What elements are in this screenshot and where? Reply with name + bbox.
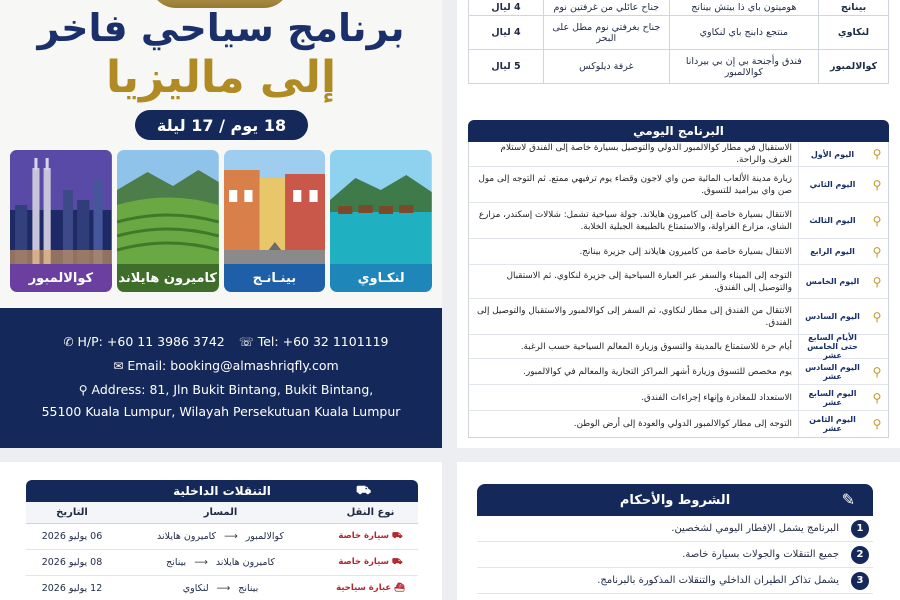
day-label: الأيام السابع حتى الخامس عشر: [798, 335, 866, 358]
list-item: [469, 299, 888, 335]
list-item: [469, 142, 888, 167]
kuala-lumpur-skyline-image: [10, 150, 112, 268]
langkawi-sea-image: [330, 150, 432, 268]
day-label: اليوم الرابع: [798, 239, 866, 264]
tea-plantation-image: [117, 150, 219, 268]
contact-box: [0, 308, 442, 448]
destination-card-kuala-lumpur[interactable]: [10, 150, 112, 292]
list-item: [469, 239, 888, 265]
hotel-room: غرفة ديلوكس: [544, 50, 670, 84]
destination-card-penang[interactable]: [224, 150, 326, 292]
email-value[interactable]: booking@almashriqfly.com: [170, 358, 339, 373]
transfer-route: كوالالمبور⟶كاميرون هايلاند: [118, 523, 323, 549]
transfer-type: ⛴ عبارة سياحية: [323, 575, 418, 600]
destination-cards: [10, 150, 432, 292]
list-item: [477, 568, 873, 594]
transfers-panel: [0, 462, 442, 600]
pin-icon: ⚲: [872, 147, 882, 161]
transfers-heading: [26, 480, 418, 502]
hotels-table: [468, 0, 889, 84]
transfer-route: بينانج⟶لنكاوي: [118, 575, 323, 600]
hotel-city: بينانج: [819, 0, 889, 16]
table-header-row: [26, 502, 418, 523]
address-row-2: [0, 404, 442, 419]
transfers-table: [26, 502, 418, 600]
destination-label: كاميرون هايلاند: [117, 264, 219, 292]
term-text: جميع التنقلات والجولات بسيارة خاصة.: [682, 549, 839, 560]
transfer-date: 12 يوليو 2026: [26, 575, 118, 600]
address-row: [0, 382, 442, 397]
column-header-route: المسار: [118, 502, 323, 523]
telephone-icon: ☏: [238, 335, 254, 349]
arrow-icon: ⟶: [216, 582, 231, 594]
email-label: Email:: [127, 358, 167, 373]
list-item: [469, 359, 888, 385]
list-item: [469, 411, 888, 437]
hp-value[interactable]: +60 11 3986 3742: [106, 334, 225, 349]
address-line2: 55100 Kuala Lumpur, Wilayah Persekutuan Kuala Lumpur: [41, 404, 401, 419]
table-row: [26, 523, 418, 549]
arrow-icon: ⟶: [224, 530, 238, 542]
daily-program-list: [468, 142, 889, 438]
day-text: الانتقال بسيارة خاصة من كاميرون هايلاند إلى جزيرة بينانج.: [579, 246, 792, 257]
envelope-icon: ✉: [113, 359, 124, 373]
list-item: [469, 385, 888, 411]
hotel-name: هوميتون باي ذا بيتش بينانج: [669, 0, 818, 16]
transfers-title: التنقلات الداخلية: [173, 484, 271, 498]
list-item: [469, 265, 888, 299]
term-text: البرنامج يشمل الإفطار اليومي لشخصين.: [671, 523, 839, 534]
terms-panel: [457, 462, 900, 600]
ship-icon: ⛴: [391, 583, 405, 593]
hero-panel: [0, 0, 442, 448]
day-text: الاستقبال في مطار كوالالمبور الدولي والتوصيل بسيارة خاصة إلى الفندق لاستلام الغرف والراحة.: [500, 143, 792, 165]
destination-label: بينـانـج: [224, 264, 326, 292]
hotel-city: لنكاوي: [819, 16, 889, 50]
duration-badge: 18 يوم / 17 ليلة: [135, 110, 308, 140]
arrow-icon: ⟶: [194, 556, 208, 568]
column-header-date: التاريخ: [26, 502, 118, 523]
destination-label: كوالالمبور: [10, 264, 112, 292]
day-label: اليوم السابع عشر: [798, 385, 866, 410]
hp-label: H/P:: [77, 334, 103, 349]
transfer-route: كاميرون هايلاند⟶بينانج: [118, 549, 323, 575]
day-label: اليوم السادس عشر: [798, 359, 866, 384]
daily-program-heading: البرنامج اليومي: [468, 120, 889, 142]
term-text: يشمل تذاكر الطيران الداخلي والتنقلات المذكورة بالبرنامج.: [597, 575, 839, 586]
pin-icon: ⚲: [872, 309, 882, 324]
day-text: الانتقال من الفندق إلى مطار لنكاوي، ثم السفر إلى كوالالمبور والاستقبال والتوصيل إلى الفندق.: [476, 305, 792, 328]
address-line1: Address: 81, Jln Bukit Bintang, Bukit Bintang,: [91, 382, 374, 397]
day-label: اليوم السادس: [798, 299, 866, 334]
hero-title: برنامج سياحي فاخر: [37, 6, 405, 50]
pin-icon: ⚲: [872, 213, 882, 228]
transfer-type: ⛟ سيارة خاصة: [323, 549, 418, 575]
pin-icon: ⚲: [872, 364, 882, 379]
number-badge: 1: [851, 520, 869, 538]
email-row: [0, 358, 442, 373]
hotel-nights: 4 ليال: [469, 16, 544, 50]
table-row: [26, 575, 418, 600]
penang-street-image: [224, 150, 326, 268]
destination-label: لنكـاوي: [330, 264, 432, 292]
phone-icon: ✆: [63, 335, 74, 349]
tel-label: Tel:: [257, 334, 279, 349]
list-item: [477, 516, 873, 542]
hotel-name: فندق وأجنحة بي إن بي بيردانا كوالالمبور: [669, 50, 818, 84]
clipboard-icon: ✎: [841, 490, 855, 509]
itinerary-panel: [457, 0, 900, 448]
hotel-room: جناح بغرفتي نوم مطل على البحر: [544, 16, 670, 50]
number-badge: 3: [851, 572, 869, 590]
car-icon: ⛟: [388, 556, 403, 567]
hero-subtitle: إلى ماليزيا: [105, 52, 337, 103]
car-icon: ⛟: [388, 530, 403, 541]
pin-icon: ⚲: [872, 417, 882, 431]
list-item: [469, 203, 888, 239]
phone-row: [0, 334, 442, 349]
table-row: [26, 549, 418, 575]
hotel-nights: 5 ليال: [469, 50, 544, 84]
pin-icon: ⚲: [872, 390, 882, 405]
terms-heading: [477, 484, 873, 516]
table-row: [469, 0, 889, 16]
location-pin-icon: ⚲: [78, 383, 88, 397]
day-text: التوجه إلى مطار كوالالمبور الدولي والعودة إلى أرض الوطن.: [573, 419, 792, 429]
hotel-room: جناح عائلي من غرفتين نوم: [544, 0, 670, 16]
day-text: يوم مخصص للتسوق وزيارة أشهر المراكز التجارية والمعالم في كوالالمبور.: [523, 366, 792, 377]
day-text: الاستعداد للمغادرة وإنهاء إجراءات الفندق.: [641, 392, 792, 403]
list-item: [469, 335, 888, 359]
destination-card-cameron-highlands[interactable]: [117, 150, 219, 292]
terms-list: [477, 516, 873, 594]
day-label: اليوم الثامن عشر: [798, 411, 866, 437]
day-text: الانتقال بسيارة خاصة إلى كاميرون هايلاند. جولة سياحية تشمل: شلالات إسكندر، مزارع الشاي، مزارع الفراولة، والاستمتاع بالطبيعة الجبلية الخلابة.: [478, 209, 792, 232]
list-item: [469, 167, 888, 203]
pin-icon: ⚲: [872, 177, 882, 192]
terms-title: الشروط والأحكام: [619, 492, 731, 508]
hotel-city: كوالالمبور: [819, 50, 889, 84]
hotel-name: منتجع دابنج باي لنكاوي: [669, 16, 818, 50]
transfer-type: ⛟ سيارة خاصة: [323, 523, 418, 549]
transfer-date: 08 يوليو 2026: [26, 549, 118, 575]
car-icon: ⛟: [356, 483, 372, 497]
day-label: اليوم الثاني: [798, 167, 866, 202]
table-row: [469, 16, 889, 50]
destination-card-langkawi[interactable]: [330, 150, 432, 292]
day-label: اليوم الثالث: [798, 203, 866, 238]
number-badge: 2: [851, 546, 869, 564]
transfer-date: 06 يوليو 2026: [26, 523, 118, 549]
hotel-nights: 4 ليال: [469, 0, 544, 16]
day-label: اليوم الأول: [798, 142, 866, 166]
day-text: أيام حرة للاستمتاع بالمدينة والتسوق وزيارة المعالم السياحية حسب الرغبة.: [520, 341, 792, 352]
day-text: زيارة مدينة الألعاب المائية صن واي لاجون وقضاء يوم ترفيهي ممتع. ثم التوجه إلى مول صن واي بيراميد للتسوق.: [478, 173, 792, 196]
column-header-type: نوع النقل: [323, 502, 418, 523]
pin-icon: ⚲: [872, 244, 882, 259]
list-item: [477, 542, 873, 568]
day-label: اليوم الخامس: [798, 265, 866, 298]
table-row: [469, 50, 889, 84]
tel-value[interactable]: +60 32 1101119: [282, 334, 389, 349]
day-text: التوجه إلى الميناء والسفر عبر العبارة السياحية إلى جزيرة لنكاوي. ثم الاستقبال والتوصيل إلى الفندق.: [506, 270, 792, 293]
pin-icon: ⚲: [872, 274, 882, 289]
